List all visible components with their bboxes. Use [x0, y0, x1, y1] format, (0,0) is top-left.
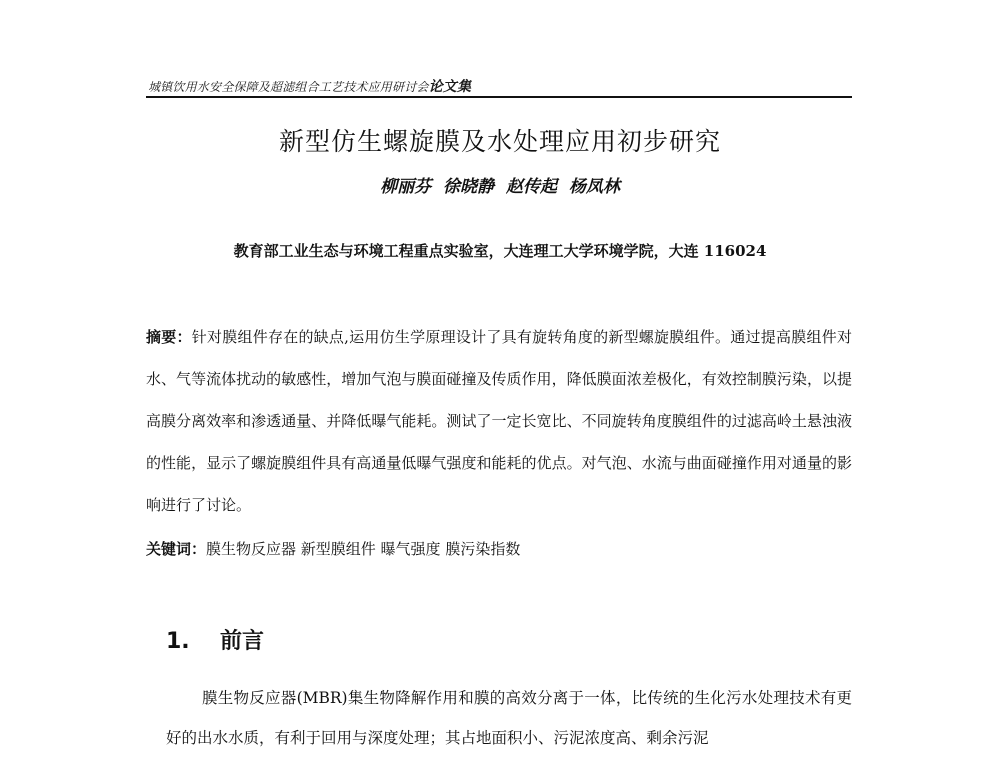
running-header	[148, 76, 471, 96]
paper-authors: 柳丽芬 徐晓静 赵传起 杨凤林	[380, 177, 620, 197]
abstract-label: 摘要：	[146, 328, 192, 346]
abstract-text: 针对膜组件存在的缺点,运用仿生学原理设计了具有旋转角度的新型螺旋膜组件。通过提高膜组件对水、气等流体扰动的敏感性，增加气泡与膜面碰撞及传质作用，降低膜面浓差极化，有效控制膜污染，以提高膜分离效率和渗透通量、并降低曝气能耗。测试了一定长宽比、不同旋转角度膜组件的过滤高岭土悬浊液的性能，显示了螺旋膜组件具有高通量低曝气强度和能耗的优点。对气泡、水流与曲面碰撞作用对通量的影响进行了讨论。	[146, 328, 852, 514]
running-header-collection: 论文集	[428, 79, 472, 95]
section-number: 1.	[166, 629, 190, 654]
section-body: 膜生物反应器(MBR)集生物降解作用和膜的高效分离于一体，比传统的生化污水处理技术有更好的出水水质，有利于回用与深度处理；其占地面积小、污泥浓度高、剩余污泥	[166, 689, 852, 747]
keywords-text: 膜生物反应器 新型膜组件 曝气强度 膜污染指数	[206, 540, 521, 558]
running-header-title: 城镇饮用水安全保障及超滤组合工艺技术应用研讨会	[148, 80, 429, 94]
keywords	[146, 536, 852, 562]
keywords-label: 关键词：	[146, 540, 207, 558]
abstract	[146, 316, 852, 526]
section-heading	[166, 624, 264, 655]
paper-affiliation: 教育部工业生态与环境工程重点实验室，大连理工大学环境学院，大连 116024	[233, 242, 767, 260]
header-rule	[146, 96, 852, 98]
section-title: 前言	[220, 629, 265, 654]
paper-title: 新型仿生螺旋膜及水处理应用初步研究	[278, 127, 721, 156]
